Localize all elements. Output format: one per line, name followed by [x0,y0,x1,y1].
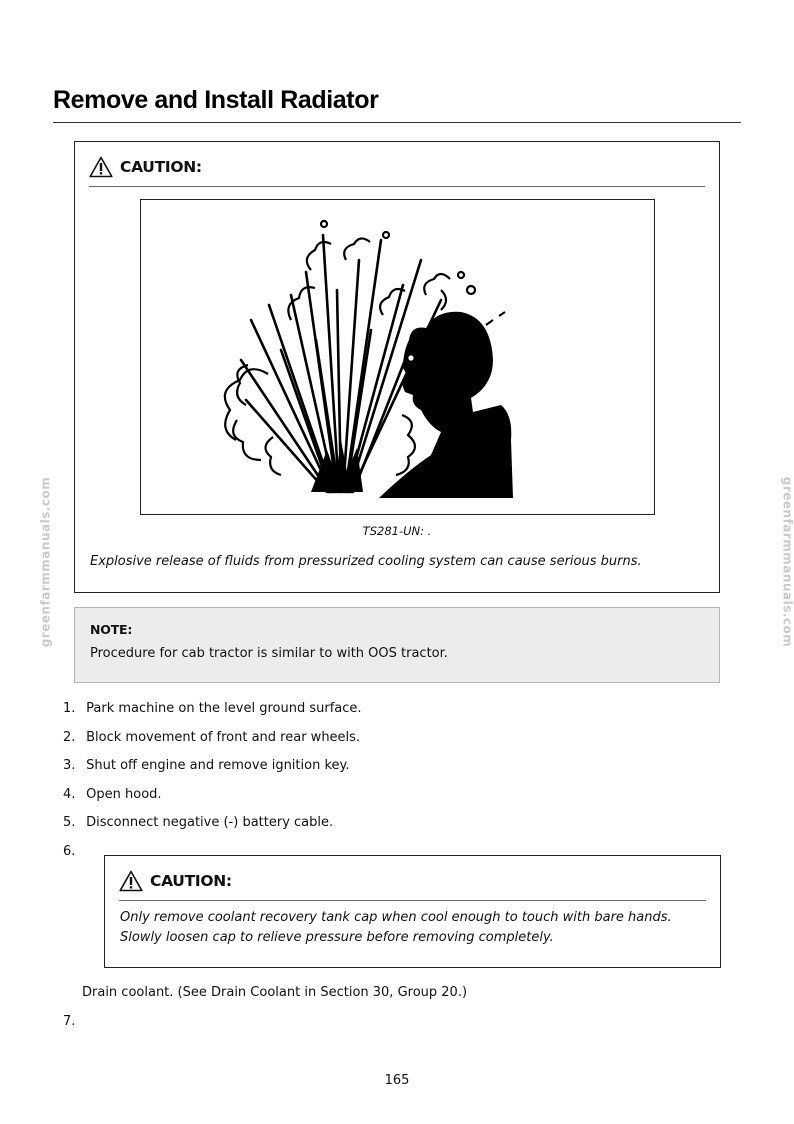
page-number: 165 [384,1073,410,1088]
figure-frame [140,199,655,515]
list-item: 6. [63,844,76,859]
caution-label: CAUTION: [120,158,202,176]
caution-label: CAUTION: [150,872,232,890]
list-item: 7. [63,1014,76,1029]
list-item: 4. Open hood. [63,787,162,802]
note-box [74,607,720,683]
watermark-right: greenfarmmanuals.com [780,476,794,648]
list-item: 3. Shut off engine and remove ignition key. [63,758,350,773]
caution-divider [89,186,705,187]
list-item: 5. Disconnect negative (-) battery cable. [63,815,334,830]
warning-triangle-icon [89,156,113,178]
caution-message: Explosive release of fluids from pressurized cooling system can cause serious burns. [90,554,642,569]
title-divider [53,122,741,123]
list-item: 1. Park machine on the level ground surface. [63,701,362,716]
list-item: 2. Block movement of front and rear wheels. [63,730,361,745]
note-text: Procedure for cab tractor is similar to with OOS tractor. [90,646,448,661]
figure-caption: TS281-UN: . [362,524,432,538]
warning-triangle-icon [119,870,143,892]
note-heading: NOTE: [90,622,133,637]
explosion-burn-hazard-illustration [141,200,653,513]
page-title: Remove and Install Radiator [53,86,379,114]
drain-coolant-link[interactable]: Drain Coolant [211,985,301,1000]
step-6-instruction: Drain coolant. (See Drain Coolant in Section 30, Group 20.) [82,985,468,1000]
watermark-left: greenfarmmanuals.com [38,476,53,648]
caution-heading [119,870,232,892]
caution-box-pressure [74,141,720,593]
caution-divider [119,900,706,901]
caution-message: Only remove coolant recovery tank cap when cool enough to touch with bare hands. Slowly loosen cap to relieve pressure before removing completely. [120,910,672,945]
caution-heading [89,156,202,178]
caution-box-coolant-cap [104,855,721,968]
